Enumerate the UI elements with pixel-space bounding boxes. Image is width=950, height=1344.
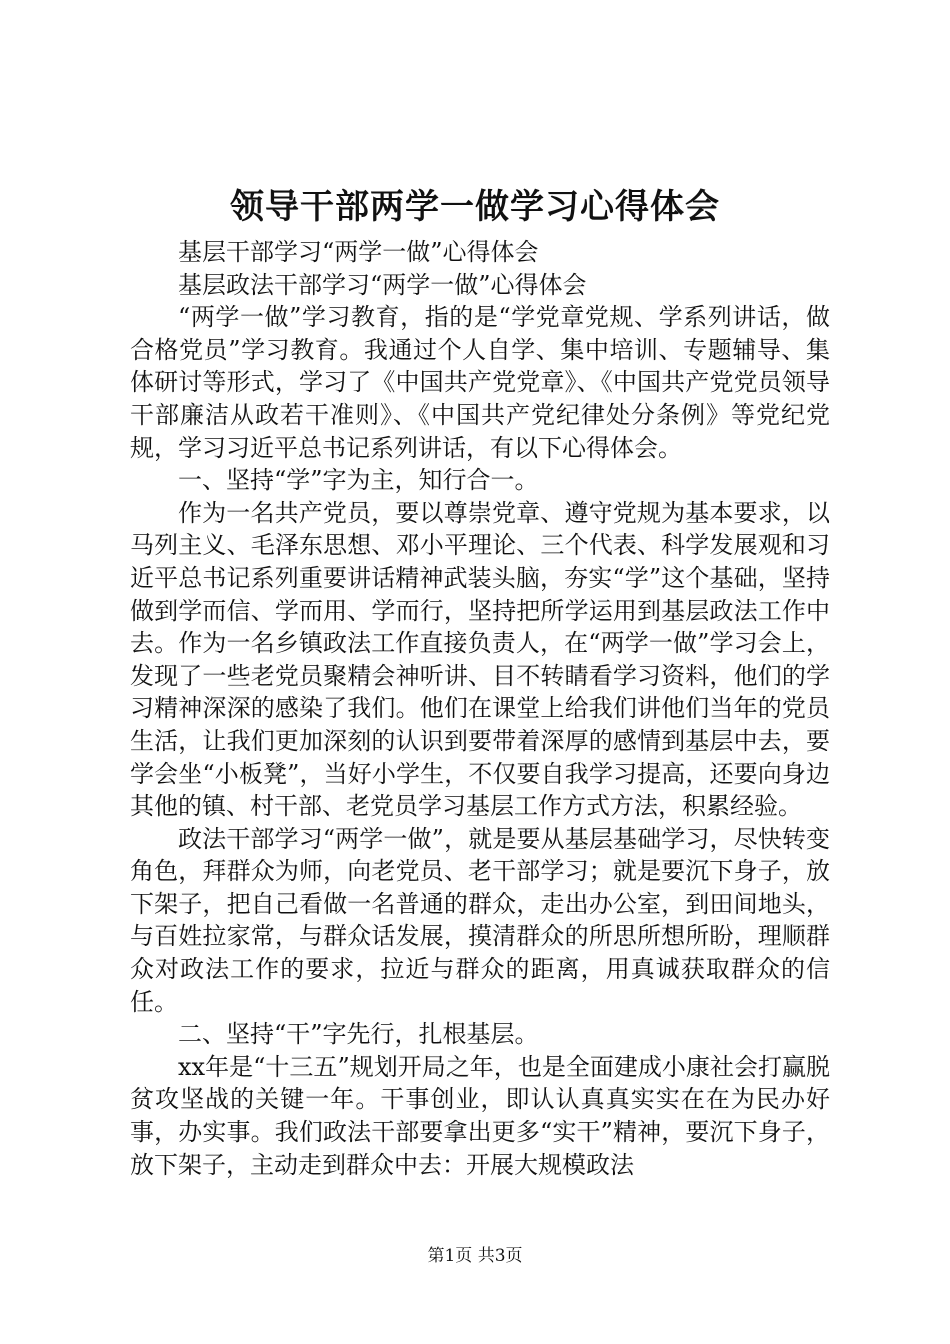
section-heading-2: 二、坚持“干”字先行，扎根基层。 xyxy=(178,1020,539,1049)
paragraph-intro: “两学一做”学习教育，指的是“学党章党规、学系列讲话，做合格党员”学习教育。我通过个人自学、集中培训、专题辅导、集体研讨等形式，学习了《中国共产党党章》、《中国共产党党员领导干部廉洁从政若干准则》、《中国共产党纪律处分条例》等党纪党规，学习习近平总书记系列讲话，有以下心得体会。 xyxy=(130,303,830,462)
paragraph-subtitle-1: 基层干部学习“两学一做”心得体会 xyxy=(178,238,539,266)
page-footer: 第1页 共3页 xyxy=(427,1246,523,1266)
paragraph-section-1b: 政法干部学习“两学一做”，就是要从基层基础学习，尽快转变角色，拜群众为师，向老党员、老干部学习；就是要沉下身子，放下架子，把自己看做一名普通的群众，走出办公室，到田间地头，与百姓拉家常，与群众话发展，摸清群众的所思所想所盼，理顺群众对政法工作的要求，拉近与群众的距离，用真诚获取群众的信任。 xyxy=(130,824,830,1016)
paragraph-subtitle-2: 基层政法干部学习“两学一做”心得体会 xyxy=(178,270,587,299)
paragraph-section-2a: xx年是“十三五”规划开局之年，也是全面建成小康社会打赢脱贫攻坚战的关键一年。干事创业，即认认真真实实在在为民办好事，办实事。我们政法干部要拿出更多“实干”精神，要沉下身子，放下架子，主动走到群众中去：开展大规模政法 xyxy=(130,1052,830,1179)
section-heading-1: 一、坚持“学”字为主，知行合一。 xyxy=(178,466,539,495)
document-title: 领导干部两学一做学习心得体会 xyxy=(230,187,720,227)
document-body xyxy=(130,236,830,1181)
paragraph-section-1a: 作为一名共产党员，要以尊崇党章、遵守党规为基本要求，以马列主义、毛泽东思想、邓小平理论、三个代表、科学发展观和习近平总书记系列重要讲话精神武装头脑，夯实“学”这个基础，坚持做到学而信、学而用、学而行，坚持把所学运用到基层政法工作中去。作为一名乡镇政法工作直接负责人，在“两学一做”学习会上，发现了一些老党员聚精会神听讲、目不转睛看学习资料，他们的学习精神深深的感染了我们。他们在课堂上给我们讲他们当年的党员生活，让我们更加深刻的认识到要带着深厚的感情到基层中去，要学会坐“小板凳”，当好小学生，不仅要自我学习提高，还要向身边其他的镇、村干部、老党员学习基层工作方式方法，积累经验。 xyxy=(130,498,830,821)
